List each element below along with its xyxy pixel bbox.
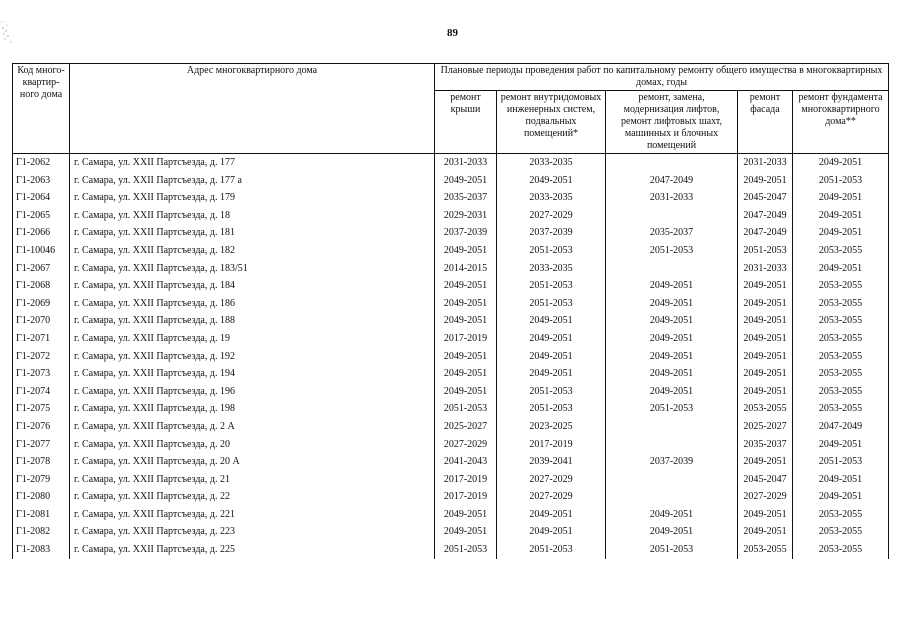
cell-address: г. Самара, ул. XXII Партсъезда, д. 20 А	[70, 453, 435, 471]
cell-roof: 2049-2051	[435, 348, 497, 366]
cell-lifts: 2031-2033	[606, 189, 738, 207]
header-foundation: ремонт фундамента многоквартирного дома**	[793, 91, 889, 154]
cell-roof: 2017-2019	[435, 471, 497, 489]
cell-address: г. Самара, ул. XXII Партсъезда, д. 184	[70, 277, 435, 295]
cell-address: г. Самара, ул. XXII Партсъезда, д. 186	[70, 295, 435, 313]
cell-address: г. Самара, ул. XXII Партсъезда, д. 225	[70, 541, 435, 559]
cell-code: Г1-2076	[13, 418, 70, 436]
cell-facade: 2049-2051	[738, 365, 793, 383]
cell-code: Г1-2066	[13, 224, 70, 242]
cell-roof: 2017-2019	[435, 330, 497, 348]
cell-facade: 2027-2029	[738, 488, 793, 506]
cell-facade: 2045-2047	[738, 189, 793, 207]
cell-facade: 2049-2051	[738, 295, 793, 313]
cell-address: г. Самара, ул. XXII Партсъезда, д. 181	[70, 224, 435, 242]
table-row	[13, 295, 889, 313]
cell-code: Г1-2081	[13, 506, 70, 524]
cell-systems: 2049-2051	[497, 312, 606, 330]
cell-roof: 2029-2031	[435, 207, 497, 225]
cell-roof: 2049-2051	[435, 312, 497, 330]
table-body	[13, 154, 889, 559]
cell-foundation: 2053-2055	[793, 330, 889, 348]
cell-roof: 2049-2051	[435, 365, 497, 383]
cell-facade: 2047-2049	[738, 224, 793, 242]
cell-lifts	[606, 488, 738, 506]
cell-foundation: 2053-2055	[793, 383, 889, 401]
cell-systems: 2027-2029	[497, 207, 606, 225]
cell-facade: 2031-2033	[738, 260, 793, 278]
cell-address: г. Самара, ул. XXII Партсъезда, д. 21	[70, 471, 435, 489]
cell-systems: 2049-2051	[497, 506, 606, 524]
cell-code: Г1-2071	[13, 330, 70, 348]
table-row	[13, 471, 889, 489]
table-row	[13, 189, 889, 207]
cell-lifts: 2049-2051	[606, 312, 738, 330]
cell-address: г. Самара, ул. XXII Партсъезда, д. 221	[70, 506, 435, 524]
cell-code: Г1-2079	[13, 471, 70, 489]
cell-lifts: 2049-2051	[606, 506, 738, 524]
cell-lifts	[606, 154, 738, 172]
cell-code: Г1-2082	[13, 523, 70, 541]
cell-foundation: 2053-2055	[793, 242, 889, 260]
cell-foundation: 2049-2051	[793, 471, 889, 489]
cell-systems: 2033-2035	[497, 189, 606, 207]
cell-address: г. Самара, ул. XXII Партсъезда, д. 179	[70, 189, 435, 207]
table-header	[13, 64, 889, 154]
header-systems: ремонт внутридомовых инженерных систем, подвальных помещений*	[497, 91, 606, 154]
cell-lifts: 2049-2051	[606, 330, 738, 348]
cell-foundation: 2047-2049	[793, 418, 889, 436]
cell-roof: 2017-2019	[435, 488, 497, 506]
cell-code: Г1-2069	[13, 295, 70, 313]
cell-roof: 2037-2039	[435, 224, 497, 242]
cell-systems: 2049-2051	[497, 523, 606, 541]
cell-systems: 2033-2035	[497, 260, 606, 278]
table-row	[13, 330, 889, 348]
cell-foundation: 2051-2053	[793, 453, 889, 471]
cell-foundation: 2049-2051	[793, 488, 889, 506]
table-row	[13, 488, 889, 506]
header-periods-group: Плановые периоды проведения работ по капитальному ремонту общего имущества в многоквартирных домах, годы	[435, 64, 889, 91]
cell-foundation: 2049-2051	[793, 260, 889, 278]
cell-systems: 2051-2053	[497, 400, 606, 418]
header-lifts: ремонт, замена, модернизация лифтов, ремонт лифтовых шахт, машинных и блочных помещений	[606, 91, 738, 154]
table-row	[13, 541, 889, 559]
cell-roof: 2049-2051	[435, 242, 497, 260]
cell-facade: 2035-2037	[738, 436, 793, 454]
cell-code: Г1-2070	[13, 312, 70, 330]
cell-roof: 2049-2051	[435, 506, 497, 524]
cell-roof: 2031-2033	[435, 154, 497, 172]
cell-facade: 2049-2051	[738, 172, 793, 190]
cell-foundation: 2053-2055	[793, 348, 889, 366]
cell-facade: 2053-2055	[738, 541, 793, 559]
cell-roof: 2041-2043	[435, 453, 497, 471]
header-roof: ремонт крыши	[435, 91, 497, 154]
cell-address: г. Самара, ул. XXII Партсъезда, д. 18	[70, 207, 435, 225]
cell-foundation: 2051-2053	[793, 172, 889, 190]
header-facade: ремонт фасада	[738, 91, 793, 154]
cell-facade: 2049-2051	[738, 523, 793, 541]
cell-code: Г1-2077	[13, 436, 70, 454]
cell-lifts: 2037-2039	[606, 453, 738, 471]
cell-foundation: 2053-2055	[793, 277, 889, 295]
cell-lifts	[606, 207, 738, 225]
cell-foundation: 2053-2055	[793, 541, 889, 559]
table-row	[13, 453, 889, 471]
table-row	[13, 348, 889, 366]
cell-facade: 2045-2047	[738, 471, 793, 489]
table-row	[13, 277, 889, 295]
cell-facade: 2049-2051	[738, 383, 793, 401]
cell-code: Г1-2083	[13, 541, 70, 559]
cell-systems: 2027-2029	[497, 488, 606, 506]
cell-facade: 2025-2027	[738, 418, 793, 436]
cell-facade: 2053-2055	[738, 400, 793, 418]
cell-lifts: 2049-2051	[606, 295, 738, 313]
cell-roof: 2051-2053	[435, 541, 497, 559]
table-row	[13, 154, 889, 172]
cell-lifts: 2035-2037	[606, 224, 738, 242]
repair-schedule-table	[12, 63, 889, 559]
cell-foundation: 2049-2051	[793, 207, 889, 225]
cell-code: Г1-2062	[13, 154, 70, 172]
cell-code: Г1-2072	[13, 348, 70, 366]
cell-facade: 2049-2051	[738, 312, 793, 330]
cell-code: Г1-2064	[13, 189, 70, 207]
cell-address: г. Самара, ул. XXII Партсъезда, д. 194	[70, 365, 435, 383]
cell-address: г. Самара, ул. XXII Партсъезда, д. 196	[70, 383, 435, 401]
cell-facade: 2031-2033	[738, 154, 793, 172]
cell-address: г. Самара, ул. XXII Партсъезда, д. 22	[70, 488, 435, 506]
cell-code: Г1-2073	[13, 365, 70, 383]
cell-systems: 2051-2053	[497, 242, 606, 260]
cell-code: Г1-2080	[13, 488, 70, 506]
cell-systems: 2051-2053	[497, 277, 606, 295]
page-number: 89	[447, 27, 458, 39]
table-row	[13, 400, 889, 418]
cell-address: г. Самара, ул. XXII Партсъезда, д. 20	[70, 436, 435, 454]
table-row	[13, 506, 889, 524]
table-row	[13, 383, 889, 401]
cell-code: Г1-2068	[13, 277, 70, 295]
cell-foundation: 2049-2051	[793, 224, 889, 242]
cell-roof: 2049-2051	[435, 172, 497, 190]
cell-lifts: 2051-2053	[606, 242, 738, 260]
cell-systems: 2051-2053	[497, 541, 606, 559]
cell-address: г. Самара, ул. XXII Партсъезда, д. 177 а	[70, 172, 435, 190]
cell-systems: 2023-2025	[497, 418, 606, 436]
cell-code: Г1-2065	[13, 207, 70, 225]
table-row	[13, 312, 889, 330]
cell-roof: 2049-2051	[435, 383, 497, 401]
table-row	[13, 418, 889, 436]
cell-systems: 2049-2051	[497, 348, 606, 366]
cell-systems: 2049-2051	[497, 365, 606, 383]
cell-roof: 2014-2015	[435, 260, 497, 278]
cell-foundation: 2049-2051	[793, 154, 889, 172]
table-row	[13, 172, 889, 190]
cell-address: г. Самара, ул. XXII Партсъезда, д. 223	[70, 523, 435, 541]
cell-code: Г1-2078	[13, 453, 70, 471]
cell-roof: 2035-2037	[435, 189, 497, 207]
cell-lifts: 2047-2049	[606, 172, 738, 190]
cell-code: Г1-2075	[13, 400, 70, 418]
table-row	[13, 207, 889, 225]
cell-address: г. Самара, ул. XXII Партсъезда, д. 177	[70, 154, 435, 172]
cell-facade: 2049-2051	[738, 453, 793, 471]
table-row	[13, 260, 889, 278]
cell-code: Г1-2063	[13, 172, 70, 190]
cell-systems: 2051-2053	[497, 295, 606, 313]
cell-roof: 2027-2029	[435, 436, 497, 454]
cell-foundation: 2049-2051	[793, 189, 889, 207]
cell-systems: 2049-2051	[497, 330, 606, 348]
cell-lifts: 2049-2051	[606, 523, 738, 541]
cell-foundation: 2053-2055	[793, 400, 889, 418]
table-row	[13, 242, 889, 260]
table-row	[13, 436, 889, 454]
cell-address: г. Самара, ул. XXII Партсъезда, д. 182	[70, 242, 435, 260]
cell-facade: 2047-2049	[738, 207, 793, 225]
cell-foundation: 2053-2055	[793, 295, 889, 313]
cell-code: Г1-2067	[13, 260, 70, 278]
cell-lifts: 2049-2051	[606, 365, 738, 383]
cell-address: г. Самара, ул. XXII Партсъезда, д. 188	[70, 312, 435, 330]
cell-systems: 2049-2051	[497, 172, 606, 190]
cell-lifts	[606, 260, 738, 278]
cell-facade: 2049-2051	[738, 506, 793, 524]
cell-systems: 2033-2035	[497, 154, 606, 172]
cell-systems: 2037-2039	[497, 224, 606, 242]
cell-facade: 2049-2051	[738, 277, 793, 295]
header-code: Код много-квартир-ного дома	[13, 64, 70, 154]
table-row	[13, 523, 889, 541]
cell-code: Г1-2074	[13, 383, 70, 401]
cell-roof: 2025-2027	[435, 418, 497, 436]
cell-roof: 2049-2051	[435, 295, 497, 313]
cell-lifts	[606, 436, 738, 454]
cell-lifts: 2049-2051	[606, 348, 738, 366]
cell-lifts: 2051-2053	[606, 400, 738, 418]
cell-facade: 2051-2053	[738, 242, 793, 260]
cell-facade: 2049-2051	[738, 330, 793, 348]
cell-systems: 2017-2019	[497, 436, 606, 454]
cell-roof: 2049-2051	[435, 277, 497, 295]
cell-lifts: 2049-2051	[606, 277, 738, 295]
cell-systems: 2039-2041	[497, 453, 606, 471]
cell-foundation: 2053-2055	[793, 506, 889, 524]
cell-address: г. Самара, ул. XXII Партсъезда, д. 183/51	[70, 260, 435, 278]
header-address: Адрес многоквартирного дома	[70, 64, 435, 154]
cell-address: г. Самара, ул. XXII Партсъезда, д. 198	[70, 400, 435, 418]
cell-address: г. Самара, ул. XXII Партсъезда, д. 192	[70, 348, 435, 366]
cell-roof: 2051-2053	[435, 400, 497, 418]
table-row	[13, 365, 889, 383]
cell-lifts	[606, 471, 738, 489]
cell-foundation: 2049-2051	[793, 436, 889, 454]
cell-facade: 2049-2051	[738, 348, 793, 366]
cell-lifts: 2049-2051	[606, 383, 738, 401]
cell-systems: 2027-2029	[497, 471, 606, 489]
cell-roof: 2049-2051	[435, 523, 497, 541]
cell-foundation: 2053-2055	[793, 523, 889, 541]
cell-systems: 2051-2053	[497, 383, 606, 401]
cell-address: г. Самара, ул. XXII Партсъезда, д. 19	[70, 330, 435, 348]
cell-code: Г1-10046	[13, 242, 70, 260]
cell-foundation: 2053-2055	[793, 312, 889, 330]
cell-lifts	[606, 418, 738, 436]
table-row	[13, 224, 889, 242]
cell-lifts: 2051-2053	[606, 541, 738, 559]
cell-address: г. Самара, ул. XXII Партсъезда, д. 2 А	[70, 418, 435, 436]
cell-foundation: 2053-2055	[793, 365, 889, 383]
